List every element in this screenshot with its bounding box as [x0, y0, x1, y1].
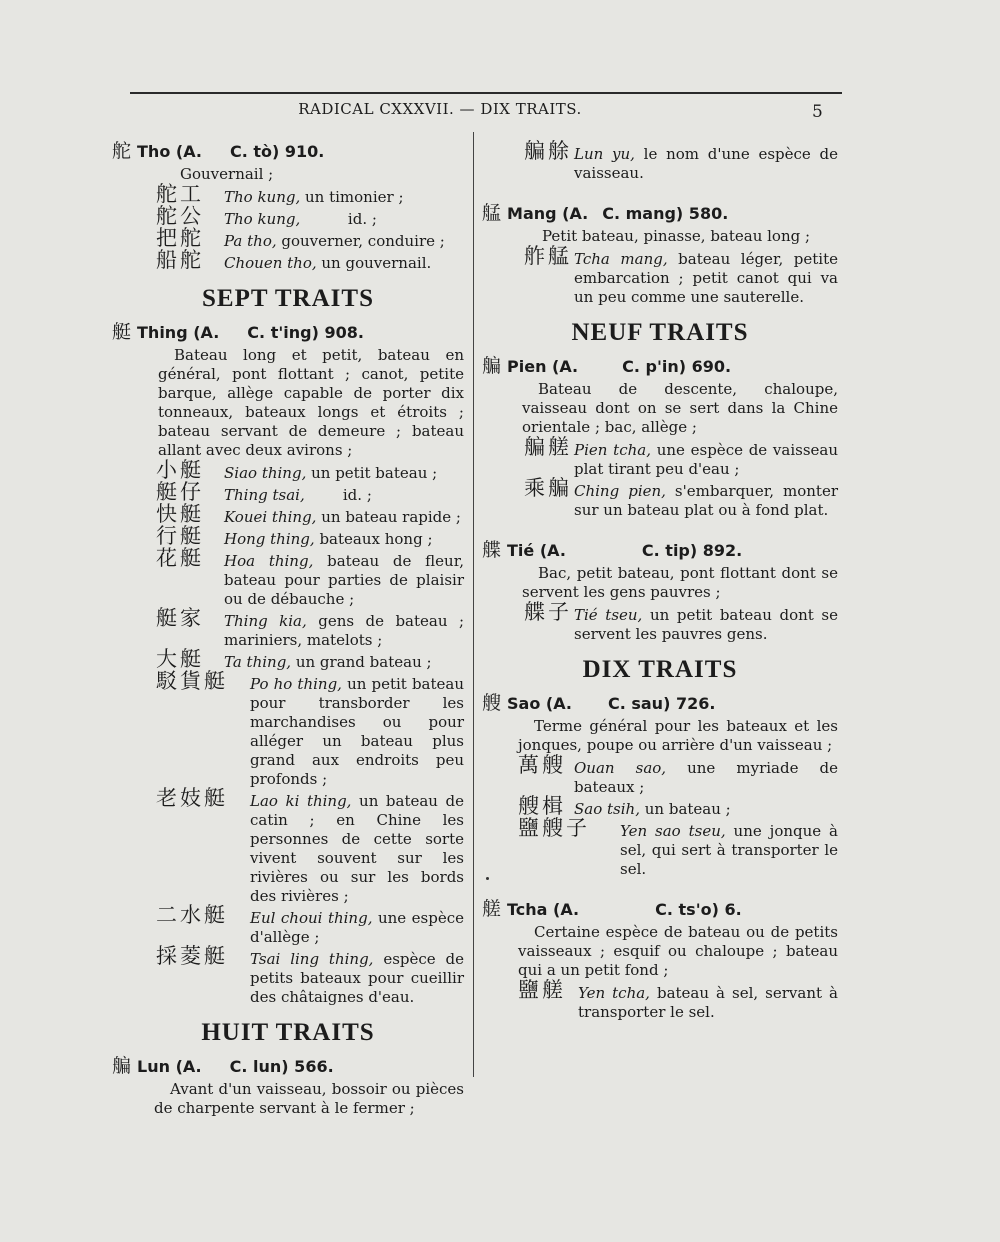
compound: 艑艅 Lun yu, le nom d'une espèce de vaisseau.	[524, 139, 838, 182]
section-heading-sept-traits: SEPT TRAITS	[202, 285, 374, 312]
headword: Mang (A.	[507, 204, 589, 223]
column-divider	[473, 132, 474, 1077]
compound: 船舵 Chouen tho, un gouvernail.	[156, 248, 432, 272]
headword: Thing (A.	[137, 323, 220, 342]
section-heading-huit-traits: HUIT TRAITS	[201, 1019, 375, 1046]
definition: Bateau de descente, chaloupe, vaisseau dont on se sert dans la Chine orientale ; bac, allège ;	[522, 380, 838, 436]
headword-char: 艘	[482, 692, 502, 714]
entry-lun-continued	[482, 139, 838, 183]
compound: 艑艖 Pien tcha, une espèce de vaisseau plat tirant peu d'eau ;	[524, 435, 839, 478]
compound: 大艇 Ta thing, un grand bateau ;	[156, 647, 432, 671]
headword-code: C. lun) 566.	[229, 1057, 334, 1076]
compound: 採菱艇 Tsai ling thing, espèce de petits bateaux pour cueillir des châtaignes d'eau.	[156, 944, 464, 1006]
compound: 舵工 Tho kung, un timonier ;	[156, 182, 404, 206]
compound: 萬艘 Ouan sao, une myriade de bateaux ;	[518, 753, 838, 796]
headword-code: C. tò) 910.	[229, 142, 325, 161]
headword: Tié (A.	[507, 541, 566, 560]
definition: Petit bateau, pinasse, bateau long ;	[542, 227, 811, 245]
headword-code: C. tip) 892.	[641, 541, 743, 560]
compound: 舵公 Tho kung, id. ;	[156, 204, 377, 228]
entry-heading	[482, 900, 838, 919]
entry-sao	[482, 694, 838, 879]
definition: Gouvernail ;	[180, 165, 274, 183]
headword-code: C. sau) 726.	[607, 694, 716, 713]
entry-heading	[482, 694, 838, 713]
headword-char: 艇	[112, 321, 132, 343]
headword-char: 艓	[482, 539, 502, 561]
right-column	[482, 139, 839, 1025]
compound: 艓子 Tié tseu, un petit bateau dont se servent les pauvres gens.	[524, 600, 838, 643]
entry-heading	[112, 142, 464, 161]
compound: 把舵 Pa tho, gouverner, conduire ;	[156, 226, 445, 250]
headword-char: 艑	[482, 355, 502, 377]
definition: Avant d'un vaisseau, bossoir ou pièces de charpente servant à le fermer ;	[154, 1080, 464, 1117]
running-header: RADICAL CXXXVII. — DIX TRAITS.	[298, 100, 582, 118]
headword-char: 艋	[482, 202, 502, 224]
compound: 鹽艘子 Yen sao tseu, une jonque à sel, qui sert à transporter le sel.	[518, 816, 838, 878]
headword-code: C. ts'o) 6.	[655, 900, 742, 919]
compound: 快艇 Kouei thing, un bateau rapide ;	[156, 502, 461, 526]
headword: Lun (A.	[137, 1057, 202, 1076]
headword: Sao (A.	[507, 694, 572, 713]
entry-heading	[482, 357, 838, 376]
compound: 舴艋 Tcha mang, bateau léger, petite embarcation ; petit canot qui va un peu comme une sauterelle.	[524, 244, 838, 306]
compound: 艘楫 Sao tsih, un bateau ;	[518, 794, 731, 818]
headword-code: C. mang) 580.	[602, 204, 729, 223]
compound: 花艇 Hoa thing, bateau de fleur, bateau pour parties de plaisir ou de débauche ;	[156, 546, 465, 608]
compound: 鹽艖 Yen tcha, bateau à sel, servant à transporter le sel.	[518, 978, 838, 1021]
headword-code: C. t'ing) 908.	[247, 323, 364, 342]
page-number: 5	[812, 102, 823, 122]
headword-char: 舵	[112, 140, 132, 162]
entry-pien	[482, 357, 838, 520]
headword-char: 艖	[482, 898, 502, 920]
definition: Terme général pour les bateaux et les jonques, poupe ou arrière d'un vaisseau ;	[518, 717, 838, 754]
definition: Bateau long et petit, bateau en général, pont flottant ; canot, petite barque, allège capable de porter dix tonneaux, bateaux longs et étroits ; bateau servant de demeure ; bateau allant avec deux avirons ;	[158, 346, 464, 459]
section-heading-neuf-traits: NEUF TRAITS	[571, 319, 749, 346]
entry-heading	[482, 541, 838, 560]
entry-tie	[482, 541, 838, 644]
compound: 艇仔 Thing tsai, id. ;	[156, 480, 372, 504]
headword: Tcha (A.	[507, 900, 580, 919]
compound: 艇家 Thing kia, gens de bateau ; mariniers, matelots ;	[156, 606, 465, 649]
headword-code: C. p'in) 690.	[622, 357, 732, 376]
entry-tho	[112, 142, 464, 273]
entry-heading	[112, 1057, 464, 1076]
headword: Tho (A.	[137, 142, 202, 161]
header-rule	[130, 92, 842, 94]
entry-heading	[482, 204, 838, 223]
section-heading-dix-traits: DIX TRAITS	[582, 656, 738, 683]
compound: 老妓艇 Lao ki thing, un bateau de catin ; en Chine les personnes de cette sorte vivent souvent sur les rivières ou sur les bords des rivières ;	[156, 786, 464, 905]
definition: Certaine espèce de bateau ou de petits vaisseaux ; esquif ou chaloupe ; bateau qui a un petit fond ;	[518, 923, 838, 979]
compound: 二水艇 Eul choui thing, une espèce d'allège ;	[156, 903, 464, 946]
compound: 小艇 Siao thing, un petit bateau ;	[156, 458, 438, 482]
compound: 乘艑 Ching pien, s'embarquer, monter sur un bateau plat ou à fond plat.	[524, 476, 839, 519]
compound: 駁貨艇 Po ho thing, un petit bateau pour transborder les marchandises ou pour alléger un bateau plus grand aux endroits peu profonds ;	[156, 669, 464, 788]
entry-heading	[112, 323, 464, 342]
headword: Pien (A.	[507, 357, 579, 376]
left-column	[112, 142, 464, 1122]
entry-tcha	[482, 900, 838, 1022]
definition: Bac, petit bateau, pont flottant dont se servent les gens pauvres ;	[522, 564, 838, 601]
entry-mang	[482, 204, 838, 307]
entry-thing	[112, 323, 464, 1007]
headword-char: 艑	[112, 1055, 132, 1077]
entry-lun	[112, 1057, 464, 1118]
compound: 行艇 Hong thing, bateaux hong ;	[156, 524, 433, 548]
